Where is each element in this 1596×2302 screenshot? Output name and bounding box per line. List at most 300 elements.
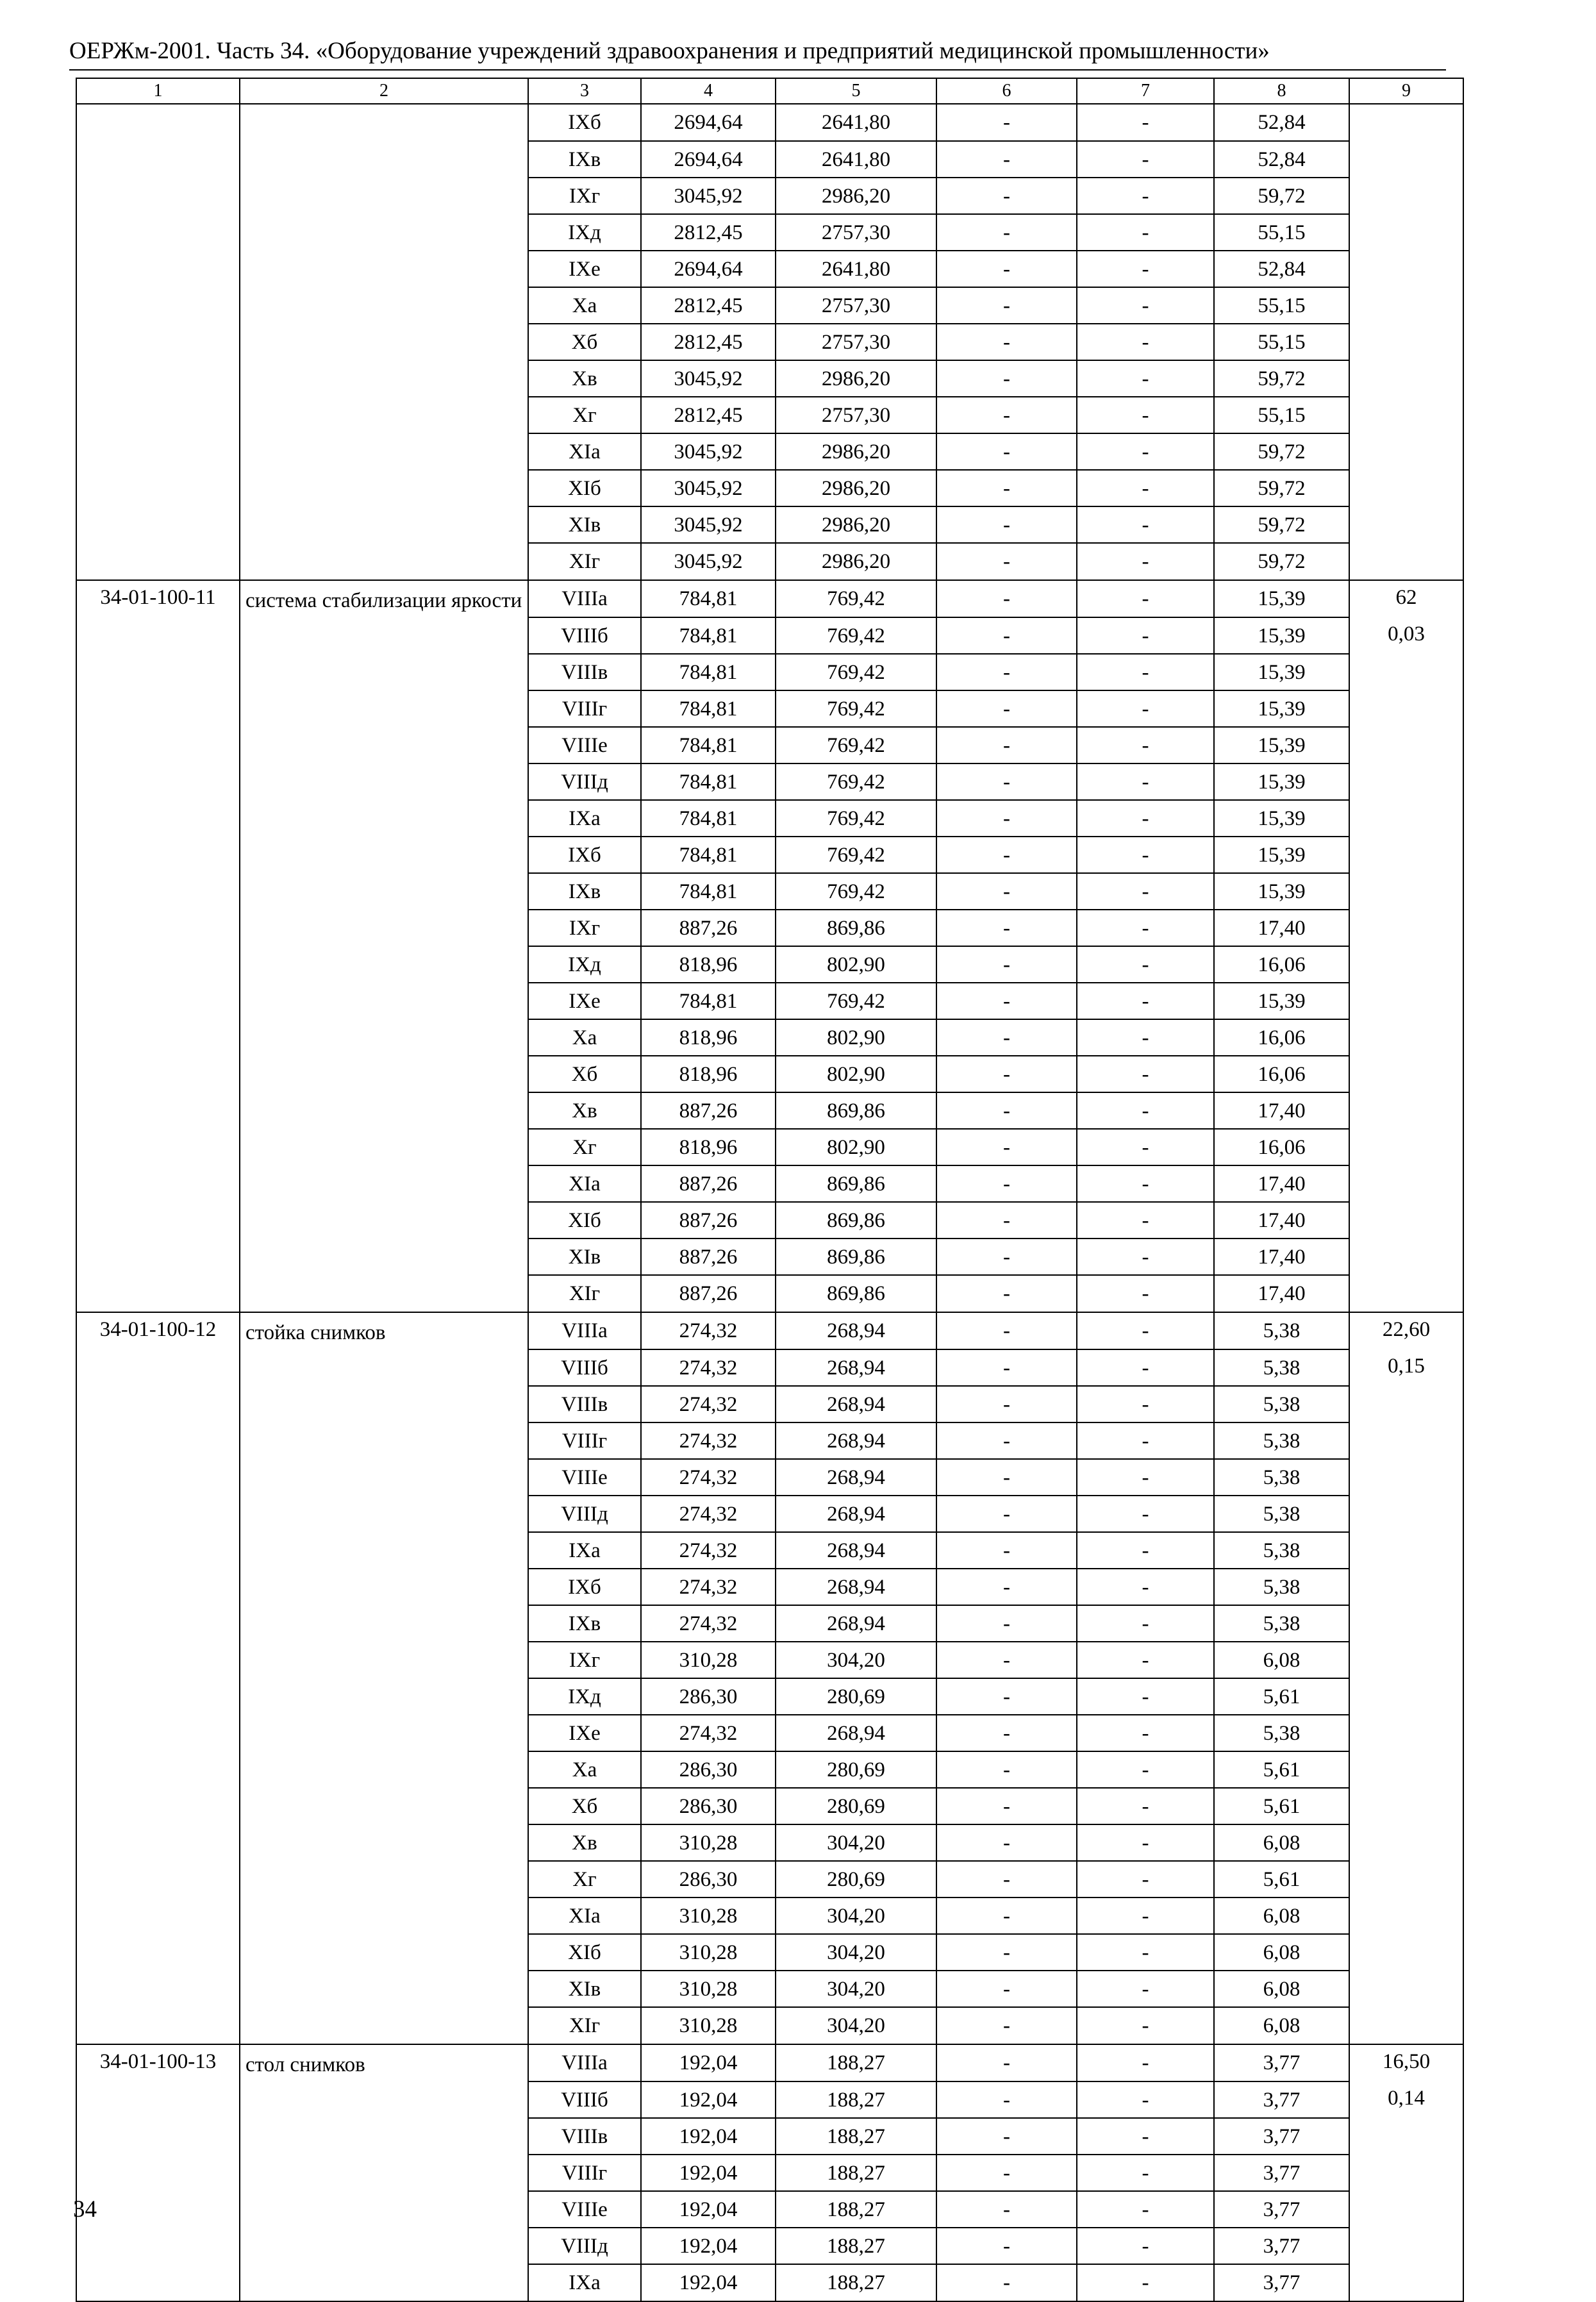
region-cell: IXд [528,214,641,251]
name-cell [240,433,528,470]
materials-cost-cell: 16,06 [1214,1019,1349,1056]
table-row [76,1532,1463,1569]
direct-cost-cell: 274,32 [641,1715,776,1751]
machine-cost-cell: - [936,946,1077,983]
col9-cell [1349,470,1463,506]
direct-cost-cell: 310,28 [641,1971,776,2007]
code-cell [76,654,240,690]
driver-wage-cell: - [1077,324,1214,360]
labor-cost-cell: 268,94 [776,1459,936,1496]
machine-cost-cell: - [936,800,1077,837]
driver-wage-cell: - [1077,1532,1214,1569]
materials-cost-cell: 5,38 [1214,1312,1349,1349]
labor-cost-cell: 280,69 [776,1788,936,1824]
materials-cost-cell: 16,06 [1214,1129,1349,1165]
labor-cost-cell: 2757,30 [776,397,936,433]
table-row [76,873,1463,910]
code-cell [76,1092,240,1129]
region-cell: VIIIг [528,1422,641,1459]
name-cell [240,2118,528,2155]
page-number: 34 [73,2196,97,2223]
code-cell [76,1165,240,1202]
labor-cost-cell: 869,86 [776,1275,936,1312]
region-cell: VIIIа [528,580,641,617]
driver-wage-cell: - [1077,543,1214,580]
machine-cost-cell: - [936,1239,1077,1275]
direct-cost-cell: 887,26 [641,910,776,946]
labor-cost-cell: 304,20 [776,1934,936,1971]
driver-wage-cell: - [1077,727,1214,763]
code-cell [76,543,240,580]
code-cell [76,1056,240,1092]
direct-cost-cell: 887,26 [641,1092,776,1129]
machine-cost-cell: - [936,1202,1077,1239]
driver-wage-cell: - [1077,1678,1214,1715]
labor-cost-cell: 802,90 [776,1019,936,1056]
direct-cost-cell: 192,04 [641,2155,776,2191]
name-cell: система стабилизации яркости [240,580,528,617]
region-cell: Xб [528,1056,641,1092]
direct-cost-cell: 2694,64 [641,104,776,141]
table-row [76,1056,1463,1092]
machine-cost-cell: - [936,141,1077,178]
col9-cell [1349,2007,1463,2044]
driver-wage-cell: - [1077,946,1214,983]
col9-cell [1349,251,1463,287]
driver-wage-cell: - [1077,141,1214,178]
col9-cell [1349,1459,1463,1496]
col9-cell [1349,1422,1463,1459]
direct-cost-cell: 887,26 [641,1275,776,1312]
labor-cost-cell: 769,42 [776,873,936,910]
machine-cost-cell: - [936,543,1077,580]
machine-cost-cell: - [936,1386,1077,1422]
name-cell [240,1349,528,1386]
col9-cell [1349,214,1463,251]
driver-wage-cell: - [1077,1642,1214,1678]
driver-wage-cell: - [1077,837,1214,873]
driver-wage-cell: - [1077,1349,1214,1386]
labor-cost-cell: 268,94 [776,1605,936,1642]
materials-cost-cell: 15,39 [1214,763,1349,800]
labor-cost-cell: 869,86 [776,1202,936,1239]
materials-cost-cell: 3,77 [1214,2081,1349,2118]
materials-cost-cell: 5,38 [1214,1349,1349,1386]
machine-cost-cell: - [936,910,1077,946]
labor-cost-cell: 268,94 [776,1422,936,1459]
col9-cell [1349,910,1463,946]
col9-cell [1349,1751,1463,1788]
col9-cell [1349,2191,1463,2228]
name-cell [240,141,528,178]
name-cell [240,2264,528,2301]
machine-cost-cell: - [936,2191,1077,2228]
region-cell: IXа [528,1532,641,1569]
direct-cost-cell: 310,28 [641,1824,776,1861]
table-row [76,1715,1463,1751]
materials-cost-cell: 5,61 [1214,1678,1349,1715]
materials-cost-cell: 59,72 [1214,433,1349,470]
region-cell: IXв [528,141,641,178]
name-cell [240,178,528,214]
materials-cost-cell: 15,39 [1214,727,1349,763]
name-cell [240,360,528,397]
name-cell [240,1824,528,1861]
region-cell: Xг [528,397,641,433]
col9-cell [1349,800,1463,837]
direct-cost-cell: 192,04 [641,2044,776,2081]
driver-wage-cell: - [1077,910,1214,946]
name-cell [240,910,528,946]
direct-cost-cell: 274,32 [641,1605,776,1642]
materials-cost-cell: 6,08 [1214,1897,1349,1934]
table-row [76,141,1463,178]
col9-cell [1349,2118,1463,2155]
labor-cost-cell: 188,27 [776,2081,936,2118]
labor-cost-cell: 2986,20 [776,543,936,580]
name-cell [240,1934,528,1971]
materials-cost-cell: 15,39 [1214,617,1349,654]
direct-cost-cell: 784,81 [641,580,776,617]
name-cell [240,1165,528,1202]
labor-cost-cell: 268,94 [776,1715,936,1751]
machine-cost-cell: - [936,1459,1077,1496]
machine-cost-cell: - [936,214,1077,251]
col9-cell: 22,60 [1349,1312,1463,1349]
driver-wage-cell: - [1077,287,1214,324]
driver-wage-cell: - [1077,1202,1214,1239]
table-row [76,654,1463,690]
materials-cost-cell: 17,40 [1214,1092,1349,1129]
direct-cost-cell: 2812,45 [641,287,776,324]
direct-cost-cell: 887,26 [641,1239,776,1275]
table-row [76,2044,1463,2081]
table-row [76,1971,1463,2007]
labor-cost-cell: 802,90 [776,946,936,983]
driver-wage-cell: - [1077,2118,1214,2155]
labor-cost-cell: 769,42 [776,837,936,873]
labor-cost-cell: 869,86 [776,1239,936,1275]
driver-wage-cell: - [1077,690,1214,727]
region-cell: XIг [528,1275,641,1312]
direct-cost-cell: 3045,92 [641,433,776,470]
labor-cost-cell: 304,20 [776,1642,936,1678]
code-cell [76,1897,240,1934]
driver-wage-cell: - [1077,360,1214,397]
region-cell: IXг [528,910,641,946]
region-cell: IXе [528,1715,641,1751]
machine-cost-cell: - [936,506,1077,543]
labor-cost-cell: 188,27 [776,2228,936,2264]
table-row [76,983,1463,1019]
machine-cost-cell: - [936,1275,1077,1312]
region-cell: IXв [528,873,641,910]
driver-wage-cell: - [1077,506,1214,543]
materials-cost-cell: 52,84 [1214,141,1349,178]
name-cell: стойка снимков [240,1312,528,1349]
materials-cost-cell: 5,61 [1214,1861,1349,1897]
table-row [76,2228,1463,2264]
direct-cost-cell: 192,04 [641,2228,776,2264]
header-rule [69,69,1446,71]
document-header-title: ОЕРЖм-2001. Часть 34. «Оборудование учреждений здравоохранения и предприятий медицинской промышленности» [69,38,1270,64]
driver-wage-cell: - [1077,1239,1214,1275]
code-cell [76,1349,240,1386]
region-cell: VIIIе [528,2191,641,2228]
labor-cost-cell: 769,42 [776,690,936,727]
direct-cost-cell: 286,30 [641,1751,776,1788]
name-cell: стол снимков [240,2044,528,2081]
table-row [76,580,1463,617]
materials-cost-cell: 6,08 [1214,1971,1349,2007]
driver-wage-cell: - [1077,251,1214,287]
name-cell [240,2191,528,2228]
name-cell [240,1129,528,1165]
materials-cost-cell: 15,39 [1214,580,1349,617]
col9-cell [1349,1715,1463,1751]
name-cell [240,837,528,873]
labor-cost-cell: 280,69 [776,1861,936,1897]
table-row [76,1861,1463,1897]
table-row [76,1019,1463,1056]
labor-cost-cell: 2986,20 [776,506,936,543]
region-cell: VIIIд [528,2228,641,2264]
direct-cost-cell: 274,32 [641,1532,776,1569]
direct-cost-cell: 784,81 [641,654,776,690]
name-cell [240,1569,528,1605]
name-cell [240,1605,528,1642]
driver-wage-cell: - [1077,2264,1214,2301]
driver-wage-cell: - [1077,1165,1214,1202]
labor-cost-cell: 268,94 [776,1386,936,1422]
table-row [76,2081,1463,2118]
labor-cost-cell: 802,90 [776,1056,936,1092]
machine-cost-cell: - [936,1349,1077,1386]
col9-cell [1349,1897,1463,1934]
labor-cost-cell: 268,94 [776,1496,936,1532]
materials-cost-cell: 52,84 [1214,104,1349,141]
driver-wage-cell: - [1077,1422,1214,1459]
code-cell [76,2228,240,2264]
name-cell [240,543,528,580]
name-cell [240,1861,528,1897]
materials-cost-cell: 59,72 [1214,360,1349,397]
driver-wage-cell: - [1077,1715,1214,1751]
driver-wage-cell: - [1077,617,1214,654]
materials-cost-cell: 16,06 [1214,1056,1349,1092]
code-cell [76,800,240,837]
machine-cost-cell: - [936,1971,1077,2007]
materials-cost-cell: 16,06 [1214,946,1349,983]
labor-cost-cell: 188,27 [776,2191,936,2228]
name-cell [240,1019,528,1056]
name-cell [240,104,528,141]
region-cell: Xг [528,1861,641,1897]
code-cell [76,2155,240,2191]
table-row [76,1275,1463,1312]
direct-cost-cell: 784,81 [641,727,776,763]
table-row [76,506,1463,543]
machine-cost-cell: - [936,2007,1077,2044]
col9-cell [1349,2155,1463,2191]
labor-cost-cell: 268,94 [776,1569,936,1605]
driver-wage-cell: - [1077,1934,1214,1971]
materials-cost-cell: 5,38 [1214,1422,1349,1459]
name-cell [240,1239,528,1275]
col9-cell [1349,1788,1463,1824]
driver-wage-cell: - [1077,1129,1214,1165]
region-cell: XIа [528,1897,641,1934]
materials-cost-cell: 55,15 [1214,397,1349,433]
table-row [76,617,1463,654]
direct-cost-cell: 274,32 [641,1312,776,1349]
materials-cost-cell: 59,72 [1214,543,1349,580]
col9-cell [1349,1642,1463,1678]
table-body [76,78,1463,2301]
direct-cost-cell: 310,28 [641,1642,776,1678]
table-row [76,800,1463,837]
labor-cost-cell: 869,86 [776,1165,936,1202]
table-row [76,251,1463,287]
materials-cost-cell: 3,77 [1214,2155,1349,2191]
table-row [76,324,1463,360]
machine-cost-cell: - [936,251,1077,287]
table-row [76,2264,1463,2301]
region-cell: IXа [528,2264,641,2301]
code-cell [76,983,240,1019]
direct-cost-cell: 784,81 [641,837,776,873]
labor-cost-cell: 188,27 [776,2044,936,2081]
region-cell: VIIIв [528,1386,641,1422]
name-cell [240,1386,528,1422]
machine-cost-cell: - [936,1715,1077,1751]
driver-wage-cell: - [1077,1824,1214,1861]
code-cell [76,1459,240,1496]
direct-cost-cell: 2694,64 [641,141,776,178]
region-cell: VIIIб [528,1349,641,1386]
code-cell [76,214,240,251]
machine-cost-cell: - [936,324,1077,360]
materials-cost-cell: 5,38 [1214,1605,1349,1642]
region-cell: Xа [528,287,641,324]
region-cell: IXб [528,837,641,873]
machine-cost-cell: - [936,1934,1077,1971]
table-row [76,946,1463,983]
code-cell [76,690,240,727]
col9-cell [1349,1971,1463,2007]
direct-cost-cell: 784,81 [641,617,776,654]
col9-cell [1349,433,1463,470]
region-cell: VIIIа [528,1312,641,1349]
table-row [76,360,1463,397]
materials-cost-cell: 5,38 [1214,1459,1349,1496]
direct-cost-cell: 192,04 [641,2264,776,2301]
region-cell: XIб [528,470,641,506]
code-cell [76,727,240,763]
name-cell [240,1897,528,1934]
col9-cell [1349,1202,1463,1239]
col9-cell [1349,104,1463,141]
col9-cell [1349,1056,1463,1092]
name-cell [240,1642,528,1678]
machine-cost-cell: - [936,433,1077,470]
name-cell [240,727,528,763]
labor-cost-cell: 268,94 [776,1349,936,1386]
code-cell [76,1275,240,1312]
name-cell [240,470,528,506]
materials-cost-cell: 15,39 [1214,690,1349,727]
materials-cost-cell: 17,40 [1214,1239,1349,1275]
code-cell [76,1715,240,1751]
code-cell [76,1824,240,1861]
labor-cost-cell: 268,94 [776,1312,936,1349]
direct-cost-cell: 3045,92 [641,178,776,214]
materials-cost-cell: 6,08 [1214,2007,1349,2044]
machine-cost-cell: - [936,1019,1077,1056]
machine-cost-cell: - [936,1788,1077,1824]
name-cell [240,1459,528,1496]
code-cell [76,2007,240,2044]
labor-cost-cell: 304,20 [776,1824,936,1861]
table-row [76,1605,1463,1642]
region-cell: IXд [528,946,641,983]
driver-wage-cell: - [1077,1275,1214,1312]
direct-cost-cell: 310,28 [641,1934,776,1971]
labor-cost-cell: 869,86 [776,1092,936,1129]
name-cell [240,1275,528,1312]
region-cell: XIв [528,506,641,543]
machine-cost-cell: - [936,2228,1077,2264]
region-cell: VIIIд [528,763,641,800]
name-cell [240,287,528,324]
table-row [76,910,1463,946]
code-cell [76,1971,240,2007]
driver-wage-cell: - [1077,1569,1214,1605]
code-cell [76,1496,240,1532]
table-row [76,1312,1463,1349]
column-header: 8 [1214,78,1349,104]
labor-cost-cell: 188,27 [776,2264,936,2301]
table-row [76,1386,1463,1422]
col9-cell: 0,14 [1349,2081,1463,2118]
direct-cost-cell: 274,32 [641,1386,776,1422]
name-cell [240,2007,528,2044]
code-cell: 34-01-100-13 [76,2044,240,2081]
col9-cell [1349,1824,1463,1861]
col9-cell [1349,506,1463,543]
region-cell: Xв [528,360,641,397]
code-cell [76,104,240,141]
table-row [76,1897,1463,1934]
table-row [76,1349,1463,1386]
name-cell [240,946,528,983]
col9-cell [1349,837,1463,873]
region-cell: VIIIд [528,1496,641,1532]
name-cell [240,214,528,251]
materials-cost-cell: 15,39 [1214,837,1349,873]
code-cell [76,433,240,470]
code-cell [76,178,240,214]
labor-cost-cell: 304,20 [776,1971,936,2007]
region-cell: XIб [528,1202,641,1239]
region-cell: IXг [528,1642,641,1678]
code-cell: 34-01-100-12 [76,1312,240,1349]
materials-cost-cell: 55,15 [1214,287,1349,324]
machine-cost-cell: - [936,1422,1077,1459]
driver-wage-cell: - [1077,873,1214,910]
code-cell [76,470,240,506]
name-cell [240,1971,528,2007]
